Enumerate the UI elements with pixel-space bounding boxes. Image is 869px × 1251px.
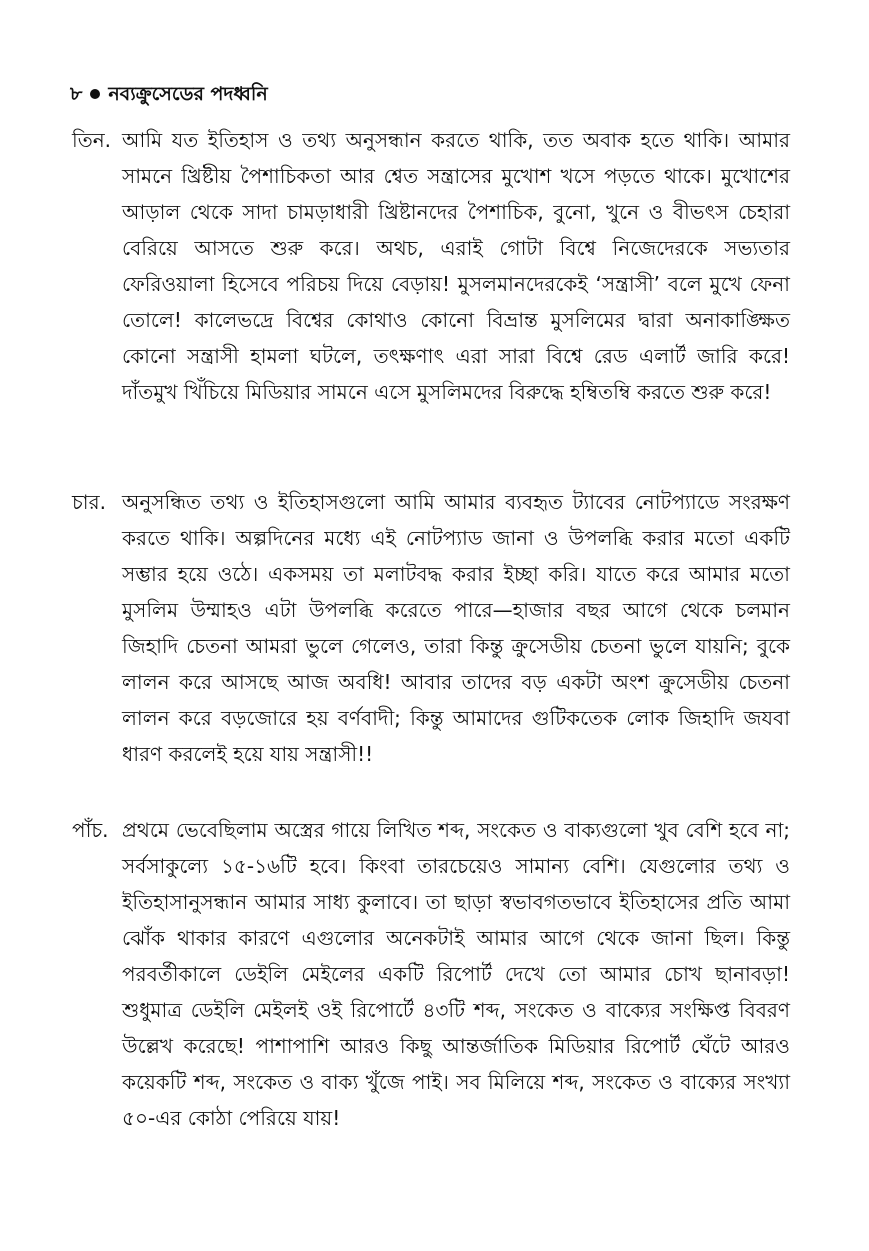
paragraph-marker: তিন.: [72, 128, 112, 152]
bullet-icon: [90, 89, 100, 99]
paragraph-text: আমি যত ইতিহাস ও তথ্য অনুসন্ধান করতে থাকি, তত অবাক হতে থাকি। আমার সামনে খ্রিষ্টীয় পৈশাচিকতা আর শ্বেত সন্ত্রাসের মুখোশ খসে পড়তে থাকে। মুখোশের আড়াল থেকে সাদা চামড়াধারী খ্রিষ্টানদের পৈশাচিক, বুনো, খুনে ও বীভৎস চেহারা বেরিয়ে আসতে শুরু করে। অথচ, এরাই গোটা বিশ্বে নিজেদেরকে সভ্যতার ফেরিওয়ালা হিসেবে পরিচয় দিয়ে বেড়ায়! মুসলমানদেরকেই ‘সন্ত্রাসী’ বলে মুখে ফেনা তোলে! কালেভদ্রে বিশ্বের কোথাও কোনো বিভ্রান্ত মুসলিমের দ্বারা অনাকাঙ্ক্ষিত কোনো সন্ত্রাসী হামলা ঘটলে, তৎক্ষণাৎ এরা সারা বিশ্বে রেড এলার্ট জারি করে! দাঁতমুখ খিঁচিয়ে মিডিয়ার সামনে এসে মুসলিমদের বিরুদ্ধে হম্বিতম্বি করতে শুরু করে!: [122, 128, 790, 404]
numbered-paragraph-three: [72, 122, 792, 410]
paragraph-marker: পাঁচ.: [72, 818, 109, 842]
page-number: ৮: [70, 83, 83, 105]
paragraph-marker: চার.: [72, 490, 106, 514]
numbered-paragraph-four: [72, 484, 792, 772]
numbered-paragraph-five: [72, 812, 792, 1136]
book-title: নব্যক্রুসেডের পদধ্বনি: [108, 83, 268, 105]
paragraph-text: প্রথমে ভেবেছিলাম অস্ত্রের গায়ে লিখিত শব্দ, সংকেত ও বাক্যগুলো খুব বেশি হবে না; সর্বসাকুল্যে ১৫-১৬টি হবে। কিংবা তারচেয়েও সামান্য বেশি। যেগুলোর তথ্য ও ইতিহাসানুসন্ধান আমার সাধ্য কুলাবে। তা ছাড়া স্বভাবগতভাবে ইতিহাসের প্রতি আমা ঝোঁক থাকার কারণে এগুলোর অনেকটাই আমার আগে থেকে জানা ছিল। কিন্তু পরবর্তীকালে ডেইলি মেইলের একটি রিপোর্ট দেখে তো আমার চোখ ছানাবড়া! শুধুমাত্র ডেইলি মেইলই ওই রিপোর্টে ৪৩টি শব্দ, সংকেত ও বাক্যের সংক্ষিপ্ত বিবরণ উল্লেখ করেছে! পাশাপাশি আরও কিছু আন্তর্জাতিক মিডিয়ার রিপোর্ট ঘেঁটে আরও কয়েকটি শব্দ, সংকেত ও বাক্য খুঁজে পাই। সব মিলিয়ে শব্দ, সংকেত ও বাক্যের সংখ্যা ৫০-এর কোঠা পেরিয়ে যায়!: [122, 818, 790, 1130]
running-header: [70, 82, 268, 106]
paragraph-text: অনুসন্ধিত তথ্য ও ইতিহাসগুলো আমি আমার ব্যবহৃত ট্যাবের নোটপ্যাডে সংরক্ষণ করতে থাকি। অল্পদিনের মধ্যে এই নোটপ্যাড জানা ও উপলব্ধি করার মতো একটি সম্ভার হয়ে ওঠে। একসময় তা মলাটবদ্ধ করার ইচ্ছা করি। যাতে করে আমার মতো মুসলিম উম্মাহও এটা উপলব্ধি করেতে পারে—হাজার বছর আগে থেকে চলমান জিহাদি চেতনা আমরা ভুলে গেলেও, তারা কিন্তু ক্রুসেডীয় চেতনা ভুলে যায়নি; বুকে লালন করে আসছে আজ অবধি! আবার তাদের বড় একটা অংশ ক্রুসেডীয় চেতনা লালন করে বড়জোরে হয় বর্ণবাদী; কিন্তু আমাদের গুটিকতেক লোক জিহাদি জযবা ধারণ করলেই হয়ে যায় সন্ত্রাসী!!: [122, 490, 790, 766]
